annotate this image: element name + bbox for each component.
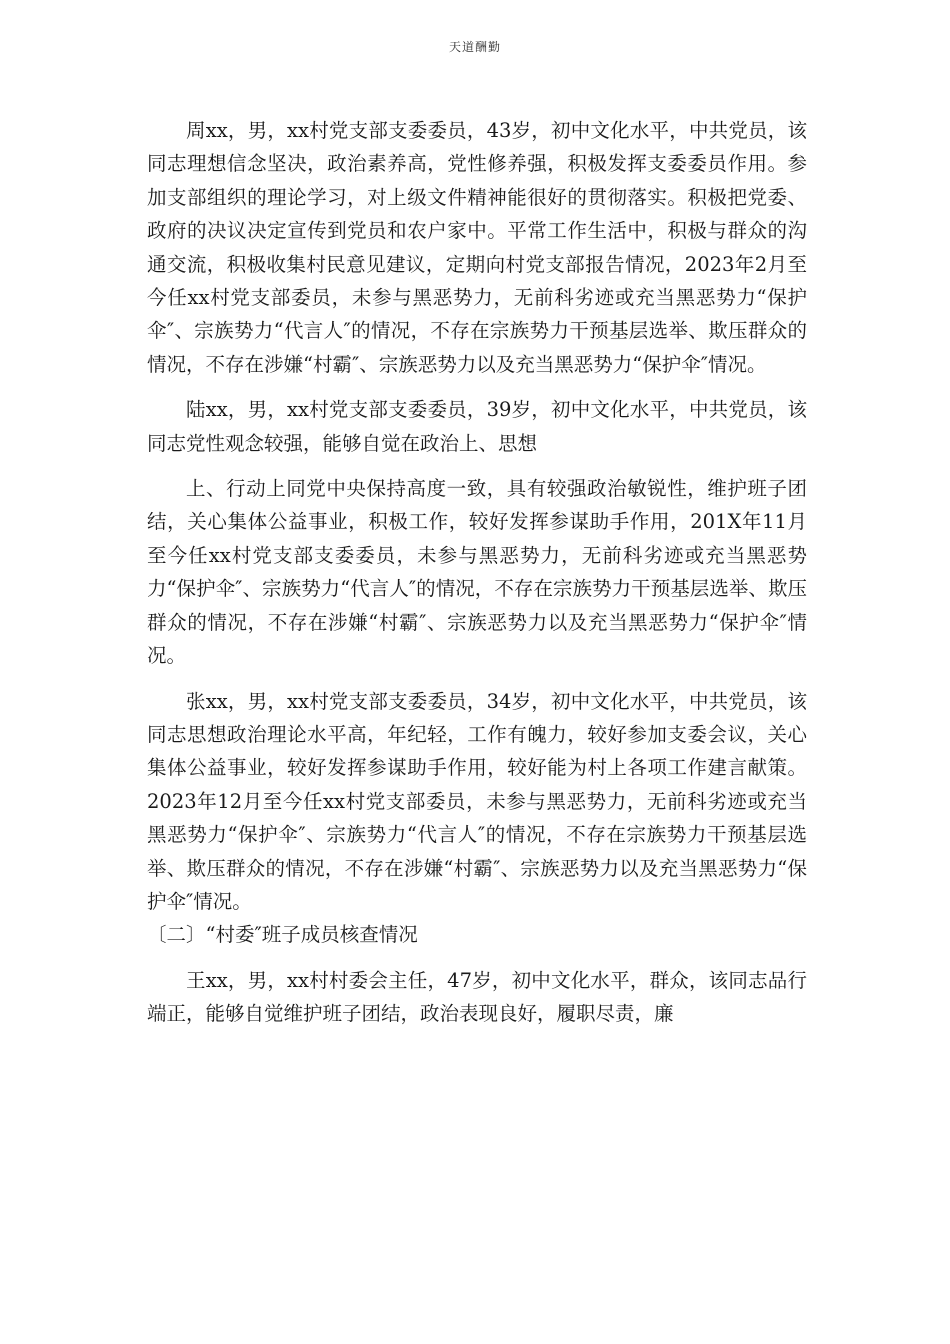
page-header: 天道酬勤 xyxy=(448,40,501,54)
paragraph-zhang: 张xx，男，xx村党支部支委委员，34岁，初中文化水平，中共党员，该同志思想政治理论水平高，年纪轻，工作有魄力，较好参加支委会议，关心集体公益事业，较好发挥参谋助手作用，较好能为村上各项工作建言献策。2023年12月至今任xx村党支部委员，未参与黑恶势力，无前科劣迹或充当黑恶势力“保护伞″、宗族势力“代言人″的情况，不存在宗族势力干预基层选举、欺压群众的情况，不存在涉嫌“村霸″、宗族恶势力以及充当黑恶势力“保护伞″情况。 xyxy=(147,689,807,913)
section-heading: 〔二〕“村委″班子成员核查情况 xyxy=(147,923,418,947)
paragraph-lu-part2: 上、行动上同党中央保持高度一致，具有较强政治敏锐性，维护班子团结，关心集体公益事业，积极工作，较好发挥参谋助手作用，201X年11月至今任xx村党支部支委委员，未参与黑恶势力，无前科劣迹或充当黑恶势力“保护伞″、宗族势力“代言人″的情况，不存在宗族势力干预基层选举、欺压群众的情况，不存在涉嫌“村霸″、宗族恶势力以及充当黑恶势力“保护伞″情况。 xyxy=(147,477,807,668)
paragraph-wang: 王xx，男，xx村村委会主任，47岁，初中文化水平，群众，该同志品行端正，能够自觉维护班子团结，政治表现良好，履职尽责，廉 xyxy=(147,968,807,1026)
document-body xyxy=(147,114,807,1043)
paragraph-lu-part1: 陆xx，男，xx村党支部支委委员，39岁，初中文化水平，中共党员，该同志党性观念较强，能够自觉在政治上、思想 xyxy=(147,398,807,455)
paragraph-zhou: 周xx，男，xx村党支部支委委员，43岁，初中文化水平，中共党员，该同志理想信念坚决，政治素养高，党性修养强，积极发挥支委委员作用。参加支部组织的理论学习，对上级文件精神能很好的贯彻落实。积极把党委、政府的决议决定宣传到党员和农户家中。平常工作生活中，积极与群众的沟通交流，积极收集村民意见建议，定期向村党支部报告情况，2023年2月至今任xx村党支部委员，未参与黑恶势力，无前科劣迹或充当黑恶势力“保护伞″、宗族势力“代言人″的情况，不存在宗族势力干预基层选举、欺压群众的情况，不存在涉嫌“村霸″、宗族恶势力以及充当黑恶势力“保护伞″情况。 xyxy=(147,119,807,376)
